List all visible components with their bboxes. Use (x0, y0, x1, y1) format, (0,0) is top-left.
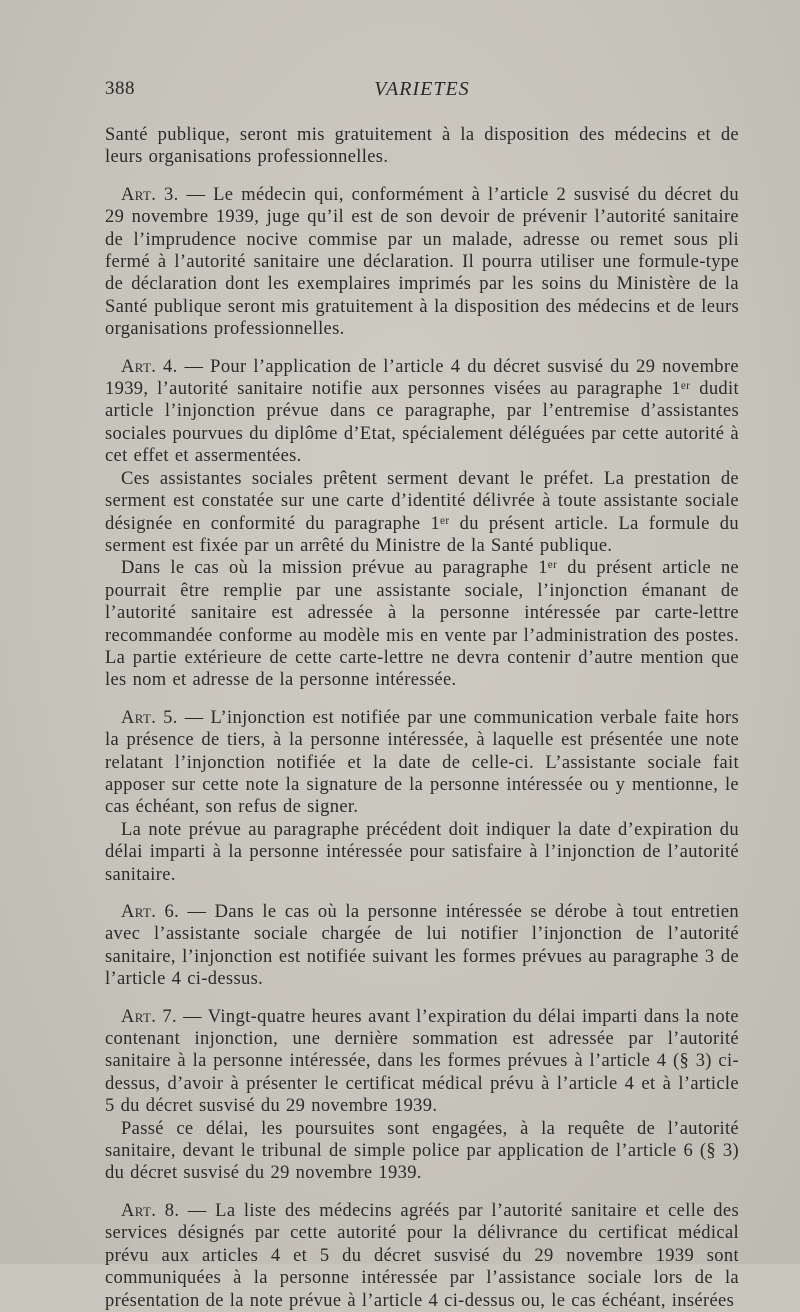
paragraph (105, 468, 739, 558)
article-label: Art. 3. (121, 184, 179, 205)
body-text (105, 124, 739, 1312)
article-label: Art. 8. (121, 1200, 180, 1221)
article-paragraph (105, 356, 739, 468)
paragraph (105, 557, 739, 691)
paragraph (105, 124, 739, 169)
paragraph-text: — Vingt-quatre heures avant l’expiration du délai imparti dans la note contenant injonction, une dernière sommation est adressée par l’autorité sanitaire à la personne intéressée, dans les formes prévues à l’article 4 (§ 3) ci-dessus, d’avoir à présenter le certificat médical prévu à l’article 4 et à l’article 5 du décret susvisé du 29 novembre 1939. (105, 1006, 739, 1117)
article-paragraph (105, 707, 739, 819)
paragraph (105, 1118, 739, 1185)
article-paragraph (105, 184, 739, 341)
paragraph-text: — La liste des médecins agréés par l’autorité sanitaire et celle des services désignés par cette autorité pour la délivrance du certificat médical prévu aux articles 4 et 5 du décret susvisé du 29 novembre 1939 sont communiquées à la personne intéressée par l’assistance sociale lors de la présentation de la note prévue à l’article 4 ci-dessus ou, le cas échéant, insérées (105, 1200, 739, 1311)
paragraph (105, 819, 739, 886)
page-number: 388 (105, 78, 135, 99)
page-header (105, 78, 739, 108)
article-paragraph (105, 901, 739, 991)
paragraph-text: Santé publique, seront mis gratuitement à la disposition des médecins et de leurs organisations professionnelles. (105, 125, 739, 168)
paragraph-text: Ces assistantes sociales prêtent serment devant le préfet. La prestation de serment est constatée sur une carte d’identité délivrée à toute assistante sociale désignée en conformité du paragraphe 1ᵉʳ du présent article. La formule du serment est fixée par un arrêté du Ministre de la Santé publique. (105, 468, 739, 556)
paragraph-text: — L’injonction est notifiée par une communication verbale faite hors la présence de tiers, à la personne intéressée, à laquelle est présentée une note relatant l’injonction notifiée et la date de celle-ci. L’assistante sociale fait apposer sur cette note la signature de la personne intéressée ou y mentionne, le cas échéant, son refus de signer. (105, 707, 739, 818)
article-label: Art. 7. (121, 1006, 177, 1027)
paragraph-text: — Dans le cas où la personne intéressée se dérobe à tout entretien avec l’assistante sociale chargée de lui notifier l’injonction de l’autorité sanitaire, l’injonction est notifiée suivant les formes prévues au paragraphe 3 de l’article 4 ci-dessus. (105, 902, 739, 990)
article-label: Art. 5. (121, 707, 178, 728)
paragraph-text: Dans le cas où la mission prévue au paragraphe 1ᵉʳ du présent article ne pourrait être remplie par une assistante sociale, l’injonction émanant de l’autorité sanitaire est adressée à la personne intéressée par carte-lettre recommandée conforme au modèle mis en vente par l’administration des postes. La partie extérieure de cette carte-lettre ne devra contenir d’autre mention que les nom et adresse de la personne intéressée. (105, 558, 739, 691)
article-label: Art. 6. (121, 902, 180, 922)
article-paragraph (105, 1200, 739, 1312)
article-paragraph (105, 1006, 739, 1118)
running-title: VARIETES (374, 78, 470, 100)
paragraph-text: — Le médecin qui, conformément à l’article 2 susvisé du décret du 29 novembre 1939, juge qu’il est de son devoir de prévenir l’autorité sanitaire de l’imprudence nocive commise par un malade, adresse ou remet sous pli fermé à l’autorité sanitaire une déclaration. Il pourra utiliser une formule-type de déclaration dont les exemplaires imprimés par les soins du Ministère de la Santé publique seront mis gratuitement à la disposition des médecins et de leurs organisations professionnelles. (105, 184, 739, 340)
paragraph-text: — Pour l’application de l’article 4 du décret susvisé du 29 novembre 1939, l’autorité sanitaire notifie aux personnes visées au paragraphe 1ᵉʳ dudit article l’injonction prévue dans ce paragraphe, par l’entremise d’assistantes sociales pourvues du diplôme d’Etat, spécialement déléguées par cette autorité à cet effet et assermentées. (105, 356, 739, 467)
paragraph-text: Passé ce délai, les poursuites sont engagées, à la requête de l’autorité sanitaire, devant le tribunal de simple police par application de l’article 6 (§ 3) du décret susvisé du 29 novembre 1939. (105, 1118, 739, 1184)
article-label: Art. 4. (121, 356, 178, 377)
paragraph-text: La note prévue au paragraphe précédent doit indiquer la date d’expiration du délai imparti à la personne intéressée pour satisfaire à l’injonction de l’autorité sanitaire. (105, 819, 739, 885)
